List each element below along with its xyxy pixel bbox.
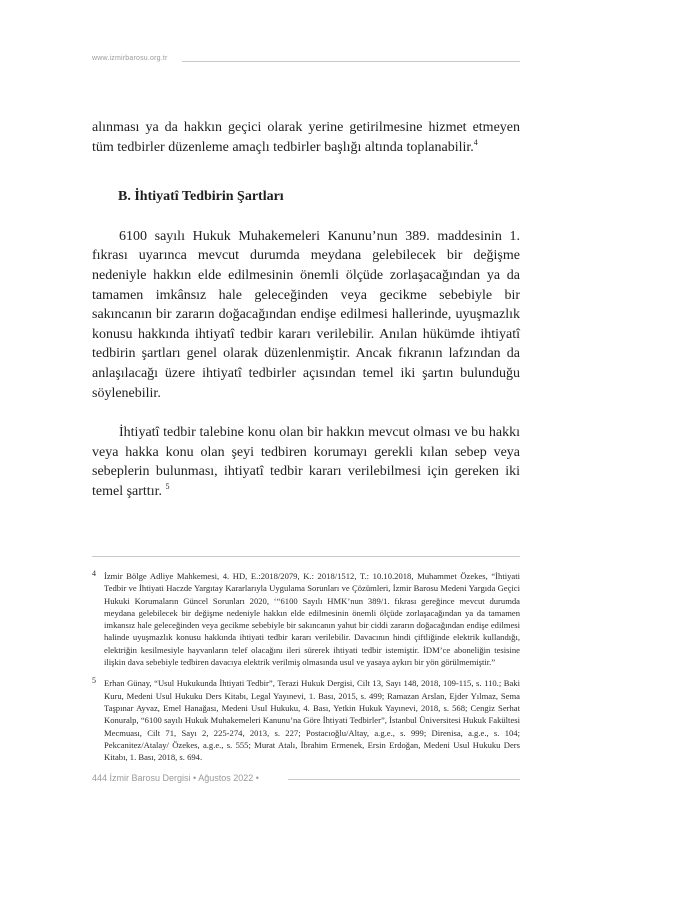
footer-text: 444 İzmir Barosu Dergisi • Ağustos 2022 •: [92, 773, 259, 783]
header-rule: [182, 61, 520, 62]
paragraph-1: [92, 118, 520, 157]
footnotes: [92, 570, 520, 772]
footnote-separator: [92, 556, 520, 557]
paragraph-3-text: İhtiyatî tedbir talebine konu olan bir hakkın mevcut olması ve bu hakkı veya hakka konu olan şeyi tedbiren korumayı gerekli kılan sebep veya sebeplerin bulunması, ihtiyatî tedbir kararı verilebilmesi için gereken iki temel şarttır.: [92, 425, 520, 499]
footer-rule: [288, 779, 520, 780]
footnote-number: 5: [92, 676, 96, 686]
footnote-ref-4: 4: [473, 137, 478, 147]
page-footer: [92, 773, 520, 785]
section-heading: B. İhtiyatî Tedbirin Şartları: [118, 189, 284, 205]
footnote-text: Erhan Günay, “Usul Hukukunda İhtiyati Tedbir”, Terazi Hukuk Dergisi, Cilt 13, Sayı 148, 2018, 109-115, s. 110.; Baki Kuru, Medeni Usul Hukuku Ders Kitabı, Legal Yayınevi, 1. Bası, 2015, s. 499; Ramazan Arslan, Ejder Yılmaz, Sema Taşpınar Ayvaz, Emel Hanağası, Medeni Usul Hukuku, 4. Bası, Yetkin Hukuk Yayınevi, 2018, s. 568; Cengiz Serhat Konuralp, “6100 sayılı Hukuk Muhakemeleri Kanunu’na Göre İhtiyati Tedbirler”, İstanbul Üniversitesi Hukuk Fakültesi Mecmuası, Cilt 71, Sayı 2, 225-274, 2013, s. 227; Postacıoğlu/Altay, a.g.e., s. 999; Direnisa, a.g.e., s. 104; Pekcanitez/Atalay/ Özekes, a.g.e., s. 555; Murat Atalı, İbrahim Ermenek, Ersin Erdoğan, Medeni Usul Hukuku Ders Kitabı, 1. Bası, 2018, s. 694.: [104, 678, 520, 763]
header-url: www.izmirbarosu.org.tr: [92, 55, 168, 62]
footnote-ref-5: 5: [165, 481, 170, 491]
paragraph-2: 6100 sayılı Hukuk Muhakemeleri Kanunu’nun 389. maddesinin 1. fıkrası uyarınca mevcut durumda meydana gelebilecek bir değişme nedeniyle hakkın elde edilmesinin önemli ölçüde zorlaşacağından ya da tamamen imkânsız hale geleceğinden veya gecikme sebebiyle bir sakıncanın bir zararın doğacağından endişe edilmesi hallerinde, uyuşmazlık konusu hakkında ihtiyatî tedbir kararı verilebilir. Anılan hükümde ihtiyatî tedbirin şartları genel olarak düzenlenmiştir. Ancak fıkranın lafzından da anlaşılacağı üzere ihtiyatî tedbirler açısından temel iki şartın bulunduğu söylenebilir.: [92, 228, 520, 401]
footnote-text: İzmir Bölge Adliye Mahkemesi, 4. HD, E.:2018/2079, K.: 2018/1512, T.: 10.10.2018, Muhammet Özekes, “İhtiyati Tedbir ve İhtiyati Haczde Yargıtay Kararlarıyla Uygulama Sorunları ve Çözümleri, İzmir Barosu Medeni Yargıda Geçici Hukuki Korumaların Güncel Sorunları 2020, ‘“6100 Sayılı HMK’nun 389/1. fıkrası gereğince mevcut durumda meydana gelebilecek bir değişme nedeniyle hakkın elde edilmesinin önemli ölçüde zorlaşacağından ya da tamamen imkansız hale geleceğinden veya gecikme sebebiyle bir sakıncanın yahut bir ciddi zararın doğacağından endişe edilmesi halinde uyuşmazlık konusu hakkında ihtiyati tedbir kararı verilebilir. Davacının hindi çiftliğinde elektrik kullandığı, elektriğin kesilmesiyle hayvanların telef olacağını ileri sürerek ihtiyati tedbir istemiştir. İDM’ce aboneliğin tesisine ilişkin dava sebebiyle tedbiren davacıya elektrik verilmiş olmasında usul ve yasaya aykırı bir yön görülmemiştir.”: [104, 571, 520, 668]
footnote-4: [92, 570, 520, 668]
page-header: [92, 55, 520, 67]
footnote-5: [92, 677, 520, 763]
footnote-number: 4: [92, 569, 96, 578]
paragraph-3: [92, 423, 520, 501]
paragraph-1-text: alınması ya da hakkın geçici olarak yerine getirilmesine hizmet etmeyen tüm tedbirler düzenleme amaçlı tedbirler başlığı altında toplanabilir.: [92, 120, 520, 155]
main-text: [92, 118, 520, 502]
